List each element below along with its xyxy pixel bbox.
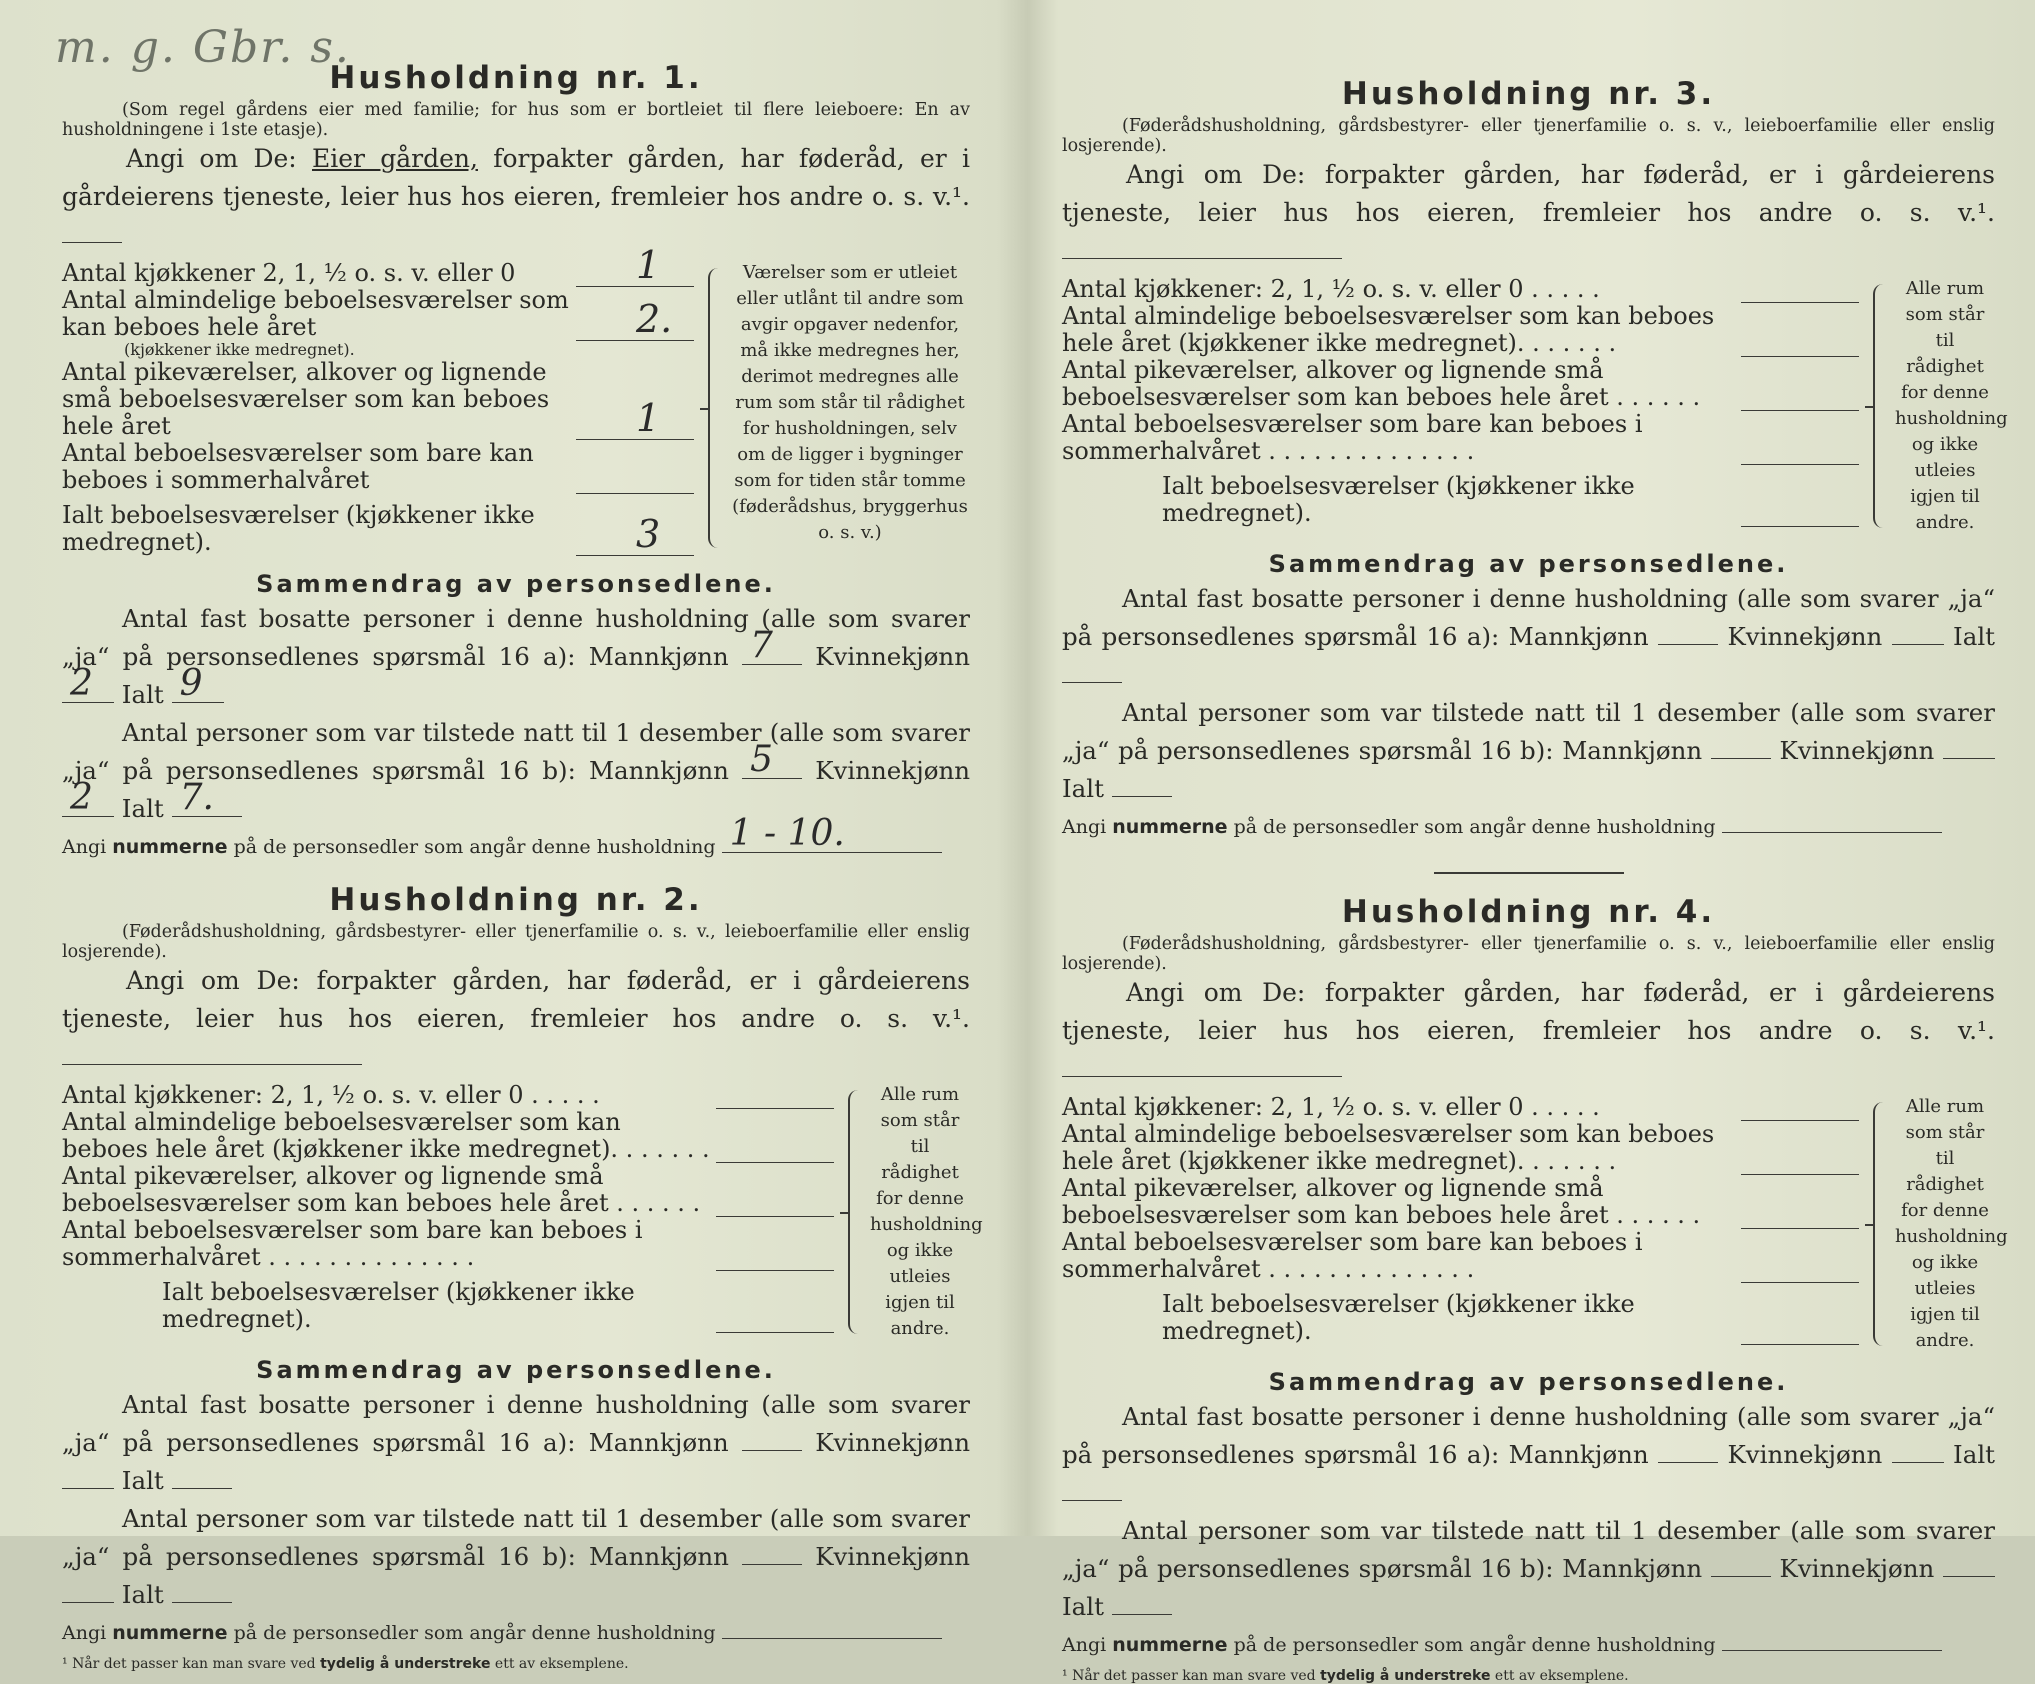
h1-row-maid: Antal pikeværelser, alkover og lignende små beboelsesværelser som kan beboes hele året 1 bbox=[62, 359, 694, 440]
household-4: Husholdning nr. 4. (Føderådshusholdning, gårdsbestyrer- eller tjenerfamilie o. s. v., leieboerfamilie eller enslig losjerende). Angi om De: forpakter gården, har føderåd, er i gårdeierens tjeneste, leier hus hos eieren, fremleier hos andre o. s. v.¹. Antal kjøkkener: 2, 1, ½ o. s. v. eller 0 . . . . . Antal almindelige beboelsesværelser som kan beboes hele året (kjøkkener ikke medregnet). . . . . . . Antal pikeværelser, alkover og lignende små beboelsesværelser som kan beboes hele året . . . . . . Antal beboelsesværelser som bare kan beboes i sommerhalvåret . . . . . . . . . . . . . . Ialt beboelsesværelser (kjøkkener ikke medregnet). Alle rum som står til rådighet for denne husholdning og ikke utleies igjen til andre. Sammendrag av personsedlene. Antal fast bosatte personer i denne husholdning (alle som svarer „ja“ på personsedlenes spørsmål 16 a): Mannkjønn Kvinnekjønn Ialt Antal personer som var tilstede natt til 1 desember (alle som svarer „ja“ på personsedlenes spørsmål 16 b): Mannkjønn Kvinnekjønn Ialt Angi nummerne på de personsedler som angår denne husholdning ¹ Når det passer kan man svare ved tydelig å understreke ett av eksemplene. bbox=[1062, 894, 2008, 1684]
h1-maid-value: 1 bbox=[636, 396, 661, 440]
right-page bbox=[1030, 0, 2035, 1684]
household-1-angi: Angi om De: Eier gården, forpakter gården, har føderåd, er i gårdeierens tjeneste, leier hus hos eieren, fremleier hos andre o. s. v.¹. bbox=[62, 140, 970, 254]
h1-resident-persons: Antal fast bosatte personer i denne husholdning (alle som svarer „ja“ på personsedlenes spørsmål 16 a): Mannkjønn 7 Kvinnekjønn 2 Ialt 9 bbox=[62, 604, 970, 709]
brace bbox=[698, 260, 726, 556]
household-2-title: Husholdning nr. 2. bbox=[329, 882, 703, 918]
h1-side-note: Værelser som er utleiet eller utlånt til andre som avgir opgaver nedenfor, må ikke medregnes her, derimot medregnes alle rum som står til rådighet for husholdningen, selv om de ligger i bygninger som for tiden står tomme (føderådshus, bryggerhus o. s. v.) bbox=[732, 262, 968, 543]
h1-present-persons: Antal personer som var tilstede natt til 1 desember (alle som svarer „ja“ på personsedlenes spørsmål 16 b): Mannkjønn 5 Kvinnekjønn 2 Ialt 7. bbox=[62, 718, 971, 823]
h1-kitchens-value: 1 bbox=[636, 243, 661, 287]
right-footnote: ¹ Når det passer kan man svare ved tydelig å understreke ett av eksemplene. bbox=[1062, 1668, 1629, 1684]
h1-ordinary-value: 2. bbox=[636, 297, 673, 341]
section-divider bbox=[1434, 872, 1624, 874]
handwritten-corner-note: m. g. Gbr. s. bbox=[55, 22, 351, 73]
household-1-angi-marked: Eier gården, bbox=[312, 144, 478, 173]
household-1 bbox=[62, 60, 970, 864]
household-1-title: Husholdning nr. 1. bbox=[329, 60, 703, 96]
h1-row-kitchens: Antal kjøkkener 2, 1, ½ o. s. v. eller 0 1 bbox=[62, 260, 694, 287]
h1-row-ordinary: Antal almindelige beboelsesværelser som kan beboes hele året 2. bbox=[62, 287, 694, 341]
household-3-title: Husholdning nr. 3. bbox=[1341, 76, 1716, 112]
h1-summary-title: Sammendrag av personsedlene. bbox=[256, 570, 776, 598]
h1-total-value: 3 bbox=[636, 512, 661, 556]
h1-row-summer: Antal beboelsesværelser som bare kan beboes i sommerhalvåret bbox=[62, 440, 694, 494]
left-footnote: ¹ Når det passer kan man svare ved tydelig å understreke ett av eksemplene. bbox=[62, 1656, 629, 1672]
household-2: Husholdning nr. 2. (Føderådshusholdning, gårdsbestyrer- eller tjenerfamilie o. s. v., leieboerfamilie eller enslig losjerende). Angi om De: forpakter gården, har føderåd, er i gårdeierens tjeneste, leier hus hos eieren, fremleier hos andre o. s. v.¹. Antal kjøkkener: 2, 1, ½ o. s. v. eller 0 . . . . . Antal almindelige beboelsesværelser som kan beboes hele året (kjøkkener ikke medregnet). . . . . . . Antal pikeværelser, alkover og lignende små beboelsesværelser som kan beboes hele året . . . . . . Antal beboelsesværelser som bare kan beboes i sommerhalvåret . . . . . . . . . . . . . . Ialt beboelsesværelser (kjøkkener ikke medregnet). Alle rum som står til rådighet for denne husholdning og ikke utleies igjen til andre. Sammendrag av personsedlene. Antal fast bosatte personer i denne husholdning (alle som svarer „ja“ på personsedlenes spørsmål 16 a): Mannkjønn Kvinnekjønn Ialt Antal personer som var tilstede natt til 1 desember (alle som svarer „ja“ på personsedlenes spørsmål 16 b): Mannkjønn Kvinnekjønn Ialt Angi nummerne på de personsedler som angår denne husholdning ¹ Når det passer kan man svare ved tydelig å understreke ett av eksemplene. bbox=[62, 882, 983, 1672]
household-4-title: Husholdning nr. 4. bbox=[1341, 894, 1716, 930]
h1-numbers: Angi nummerne på de personsedler som angår denne husholdning 1 - 10. bbox=[62, 828, 970, 864]
household-3: Husholdning nr. 3. (Føderådshusholdning, gårdsbestyrer- eller tjenerfamilie o. s. v., leieboerfamilie eller enslig losjerende). Angi om De: forpakter gården, har føderåd, er i gårdeierens tjeneste, leier hus hos eieren, fremleier hos andre o. s. v.¹. Antal kjøkkener: 2, 1, ½ o. s. v. eller 0 . . . . . Antal almindelige beboelsesværelser som kan beboes hele året (kjøkkener ikke medregnet). . . . . . . Antal pikeværelser, alkover og lignende små beboelsesværelser som kan beboes hele året . . . . . . Antal beboelsesværelser som bare kan beboes i sommerhalvåret . . . . . . . . . . . . . . Ialt beboelsesværelser (kjøkkener ikke medregnet). Alle rum som står til rådighet for denne husholdning og ikke utleies igjen til andre. Sammendrag av personsedlene. Antal fast bosatte personer i denne husholdning (alle som svarer „ja“ på personsedlenes spørsmål 16 a): Mannkjønn Kvinnekjønn Ialt Antal personer som var tilstede natt til 1 desember (alle som svarer „ja“ på personsedlenes spørsmål 16 b): Mannkjønn Kvinnekjønn Ialt Angi nummerne på de personsedler som angår denne husholdning bbox=[1062, 76, 2008, 838]
h1-row-total: Ialt beboelsesværelser (kjøkkener ikke medregnet). 3 bbox=[62, 502, 694, 556]
left-page bbox=[0, 0, 1010, 1672]
household-1-rooms: Antal kjøkkener 2, 1, ½ o. s. v. eller 0 1 Antal almindelige beboelsesværelser som kan beboes hele året 2. (kjøkkener ikke medregnet). Antal pikeværelser, alkover og lignende små beboelsesværelser som kan beboes hele året 1 Antal beboelsesværelser som bare kan beboes i sommerhalvåret Ialt beboelsesværelser (kjøkkener ikke medregnet). 3 Værelser som er utleiet eller utlånt til andre som avgir opgaver nedenfor, må ikke medregnes her, derimot medregnes alle rum som står til rådighet for husholdningen, selv om de ligger i bygninger som for tiden står tomme (føderådshus, bryggerhus o. s. v.) bbox=[62, 260, 970, 556]
household-1-note: (Som regel gårdens eier med familie; for hus som er bortleiet til flere leieboere: En av husholdningene i 1ste etasje). bbox=[62, 100, 970, 140]
